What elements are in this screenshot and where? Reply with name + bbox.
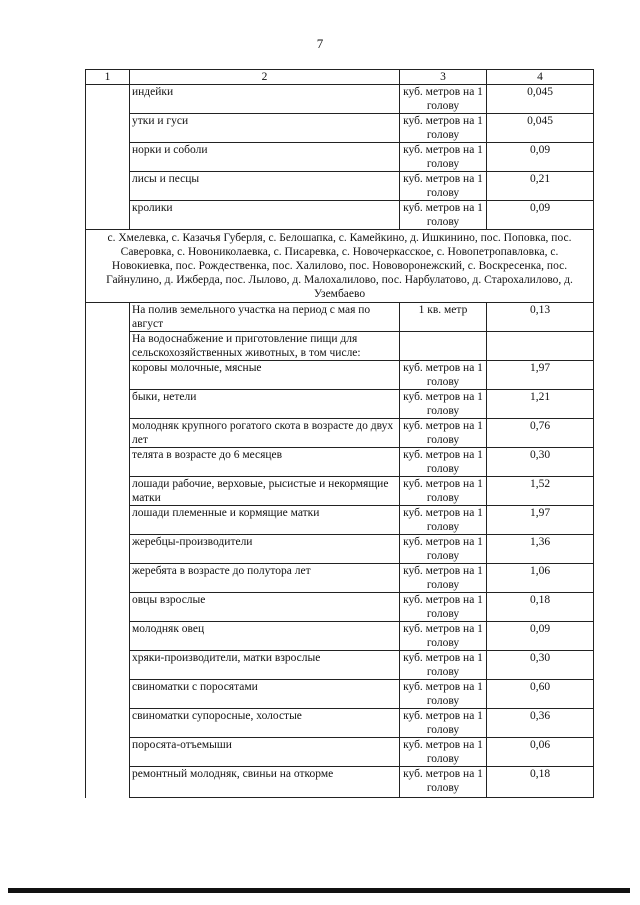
norm-value-cell: 0,76 [487,419,594,448]
localities-row [86,230,594,303]
item-name-cell: На полив земельного участка на период с мая по август [130,303,400,332]
unit-cell: куб. метров на 1 голову [400,738,487,767]
item-name-cell: свиноматки с поросятами [130,680,400,709]
norm-value-cell: 0,06 [487,738,594,767]
table-row [86,201,594,230]
table-row [86,651,594,680]
item-name-cell: молодняк крупного рогатого скота в возрасте до двух лет [130,419,400,448]
table-row [86,477,594,506]
row-index-cell [86,143,130,172]
norm-value-cell: 0,09 [487,201,594,230]
row-index-cell [86,303,130,332]
item-name-cell: коровы молочные, мясные [130,361,400,390]
norm-value-cell: 1,97 [487,361,594,390]
water-supply-heading-row [86,332,594,361]
norm-value-cell: 0,21 [487,172,594,201]
table-row [86,506,594,535]
unit-cell: куб. метров на 1 голову [400,767,487,798]
row-index-cell [86,506,130,535]
consumption-norms-table [85,69,594,798]
item-name-cell: жеребята в возрасте до полутора лет [130,564,400,593]
norm-value-cell [487,332,594,361]
column-3-number: 3 [400,70,487,85]
item-name-cell: утки и гуси [130,114,400,143]
table-row [86,680,594,709]
norm-value-cell: 1,21 [487,390,594,419]
item-name-cell: кролики [130,201,400,230]
item-name-cell: норки и соболи [130,143,400,172]
unit-cell: куб. метров на 1 голову [400,172,487,201]
section-heading-cell: На водоснабжение и приготовление пищи для сельскохозяйственных животных, в том числе: [130,332,400,361]
norm-value-cell: 1,52 [487,477,594,506]
item-name-cell: молодняк овец [130,622,400,651]
row-index-cell [86,622,130,651]
row-index-cell [86,651,130,680]
table-row [86,114,594,143]
item-name-cell: быки, нетели [130,390,400,419]
row-index-cell [86,172,130,201]
page-bottom-rule [8,888,630,893]
unit-cell: куб. метров на 1 голову [400,593,487,622]
row-index-cell [86,448,130,477]
row-index-cell [86,535,130,564]
table-row [86,622,594,651]
unit-cell: куб. метров на 1 голову [400,477,487,506]
norm-value-cell: 0,13 [487,303,594,332]
unit-cell: куб. метров на 1 голову [400,390,487,419]
row-index-cell [86,738,130,767]
item-name-cell: индейки [130,85,400,114]
unit-cell: куб. метров на 1 голову [400,361,487,390]
norm-value-cell: 0,045 [487,114,594,143]
unit-cell: куб. метров на 1 голову [400,85,487,114]
table-row [86,535,594,564]
item-name-cell: поросята-отъемыши [130,738,400,767]
row-index-cell [86,477,130,506]
row-index-cell [86,767,130,798]
unit-cell: куб. метров на 1 голову [400,680,487,709]
norm-value-cell: 0,045 [487,85,594,114]
localities-list: с. Хмелевка, с. Казачья Губерля, с. Белошапка, с. Камейкино, д. Ишкинино, пос. Поповка, пос. Саверовка, с. Новониколаевка, с. Писаревка, с. Новочеркасское, с. Новопетропавловка, с. Новокиевка, пос. Рождественка, пос. Халилово, пос. Нововоронежский, с. Воскресенка, пос. Гайнулино, д. Ижберда, пос. Лылово, д. Малохалилово, пос. Нарбулатово, д. Старохалилово, д. Узембаево [86,230,594,303]
item-name-cell: овцы взрослые [130,593,400,622]
item-name-cell: ремонтный молодняк, свиньи на откорме [130,767,400,798]
item-name-cell: телята в возрасте до 6 месяцев [130,448,400,477]
unit-cell: куб. метров на 1 голову [400,506,487,535]
row-index-cell [86,709,130,738]
table-row [86,390,594,419]
norm-value-cell: 0,60 [487,680,594,709]
table-row [86,767,594,798]
table-row [86,593,594,622]
unit-cell: 1 кв. метр [400,303,487,332]
row-index-cell [86,114,130,143]
irrigation-row [86,303,594,332]
norm-value-cell: 0,18 [487,767,594,798]
row-index-cell [86,85,130,114]
row-index-cell [86,390,130,419]
item-name-cell: хряки-производители, матки взрослые [130,651,400,680]
column-4-number: 4 [487,70,594,85]
unit-cell: куб. метров на 1 голову [400,535,487,564]
table-row [86,738,594,767]
unit-cell: куб. метров на 1 голову [400,622,487,651]
unit-cell [400,332,487,361]
unit-cell: куб. метров на 1 голову [400,114,487,143]
item-name-cell: свиноматки супоросные, холостые [130,709,400,738]
row-index-cell [86,680,130,709]
item-name-cell: лошади рабочие, верховые, рысистые и некормящие матки [130,477,400,506]
item-name-cell: лисы и песцы [130,172,400,201]
column-2-number: 2 [130,70,400,85]
unit-cell: куб. метров на 1 голову [400,419,487,448]
unit-cell: куб. метров на 1 голову [400,201,487,230]
row-index-cell [86,593,130,622]
row-index-cell [86,564,130,593]
table-row [86,172,594,201]
column-number-row [86,70,594,85]
page-number: 7 [316,36,324,51]
item-name-cell: жеребцы-производители [130,535,400,564]
table-body [86,70,594,798]
norm-value-cell: 0,30 [487,651,594,680]
unit-cell: куб. метров на 1 голову [400,448,487,477]
column-1-number: 1 [86,70,130,85]
row-index-cell [86,201,130,230]
table-row [86,85,594,114]
row-index-cell [86,332,130,361]
row-index-cell [86,361,130,390]
norm-value-cell: 0,09 [487,622,594,651]
unit-cell: куб. метров на 1 голову [400,651,487,680]
unit-cell: куб. метров на 1 голову [400,143,487,172]
norm-value-cell: 0,30 [487,448,594,477]
unit-cell: куб. метров на 1 голову [400,564,487,593]
norm-value-cell: 0,18 [487,593,594,622]
norm-value-cell: 0,09 [487,143,594,172]
norm-value-cell: 1,06 [487,564,594,593]
item-name-cell: лошади племенные и кормящие матки [130,506,400,535]
table-row [86,709,594,738]
table-row [86,361,594,390]
row-index-cell [86,419,130,448]
norm-value-cell: 0,36 [487,709,594,738]
table-row [86,564,594,593]
norm-value-cell: 1,36 [487,535,594,564]
norm-value-cell: 1,97 [487,506,594,535]
table-row [86,143,594,172]
table-row [86,448,594,477]
unit-cell: куб. метров на 1 голову [400,709,487,738]
table-row [86,419,594,448]
